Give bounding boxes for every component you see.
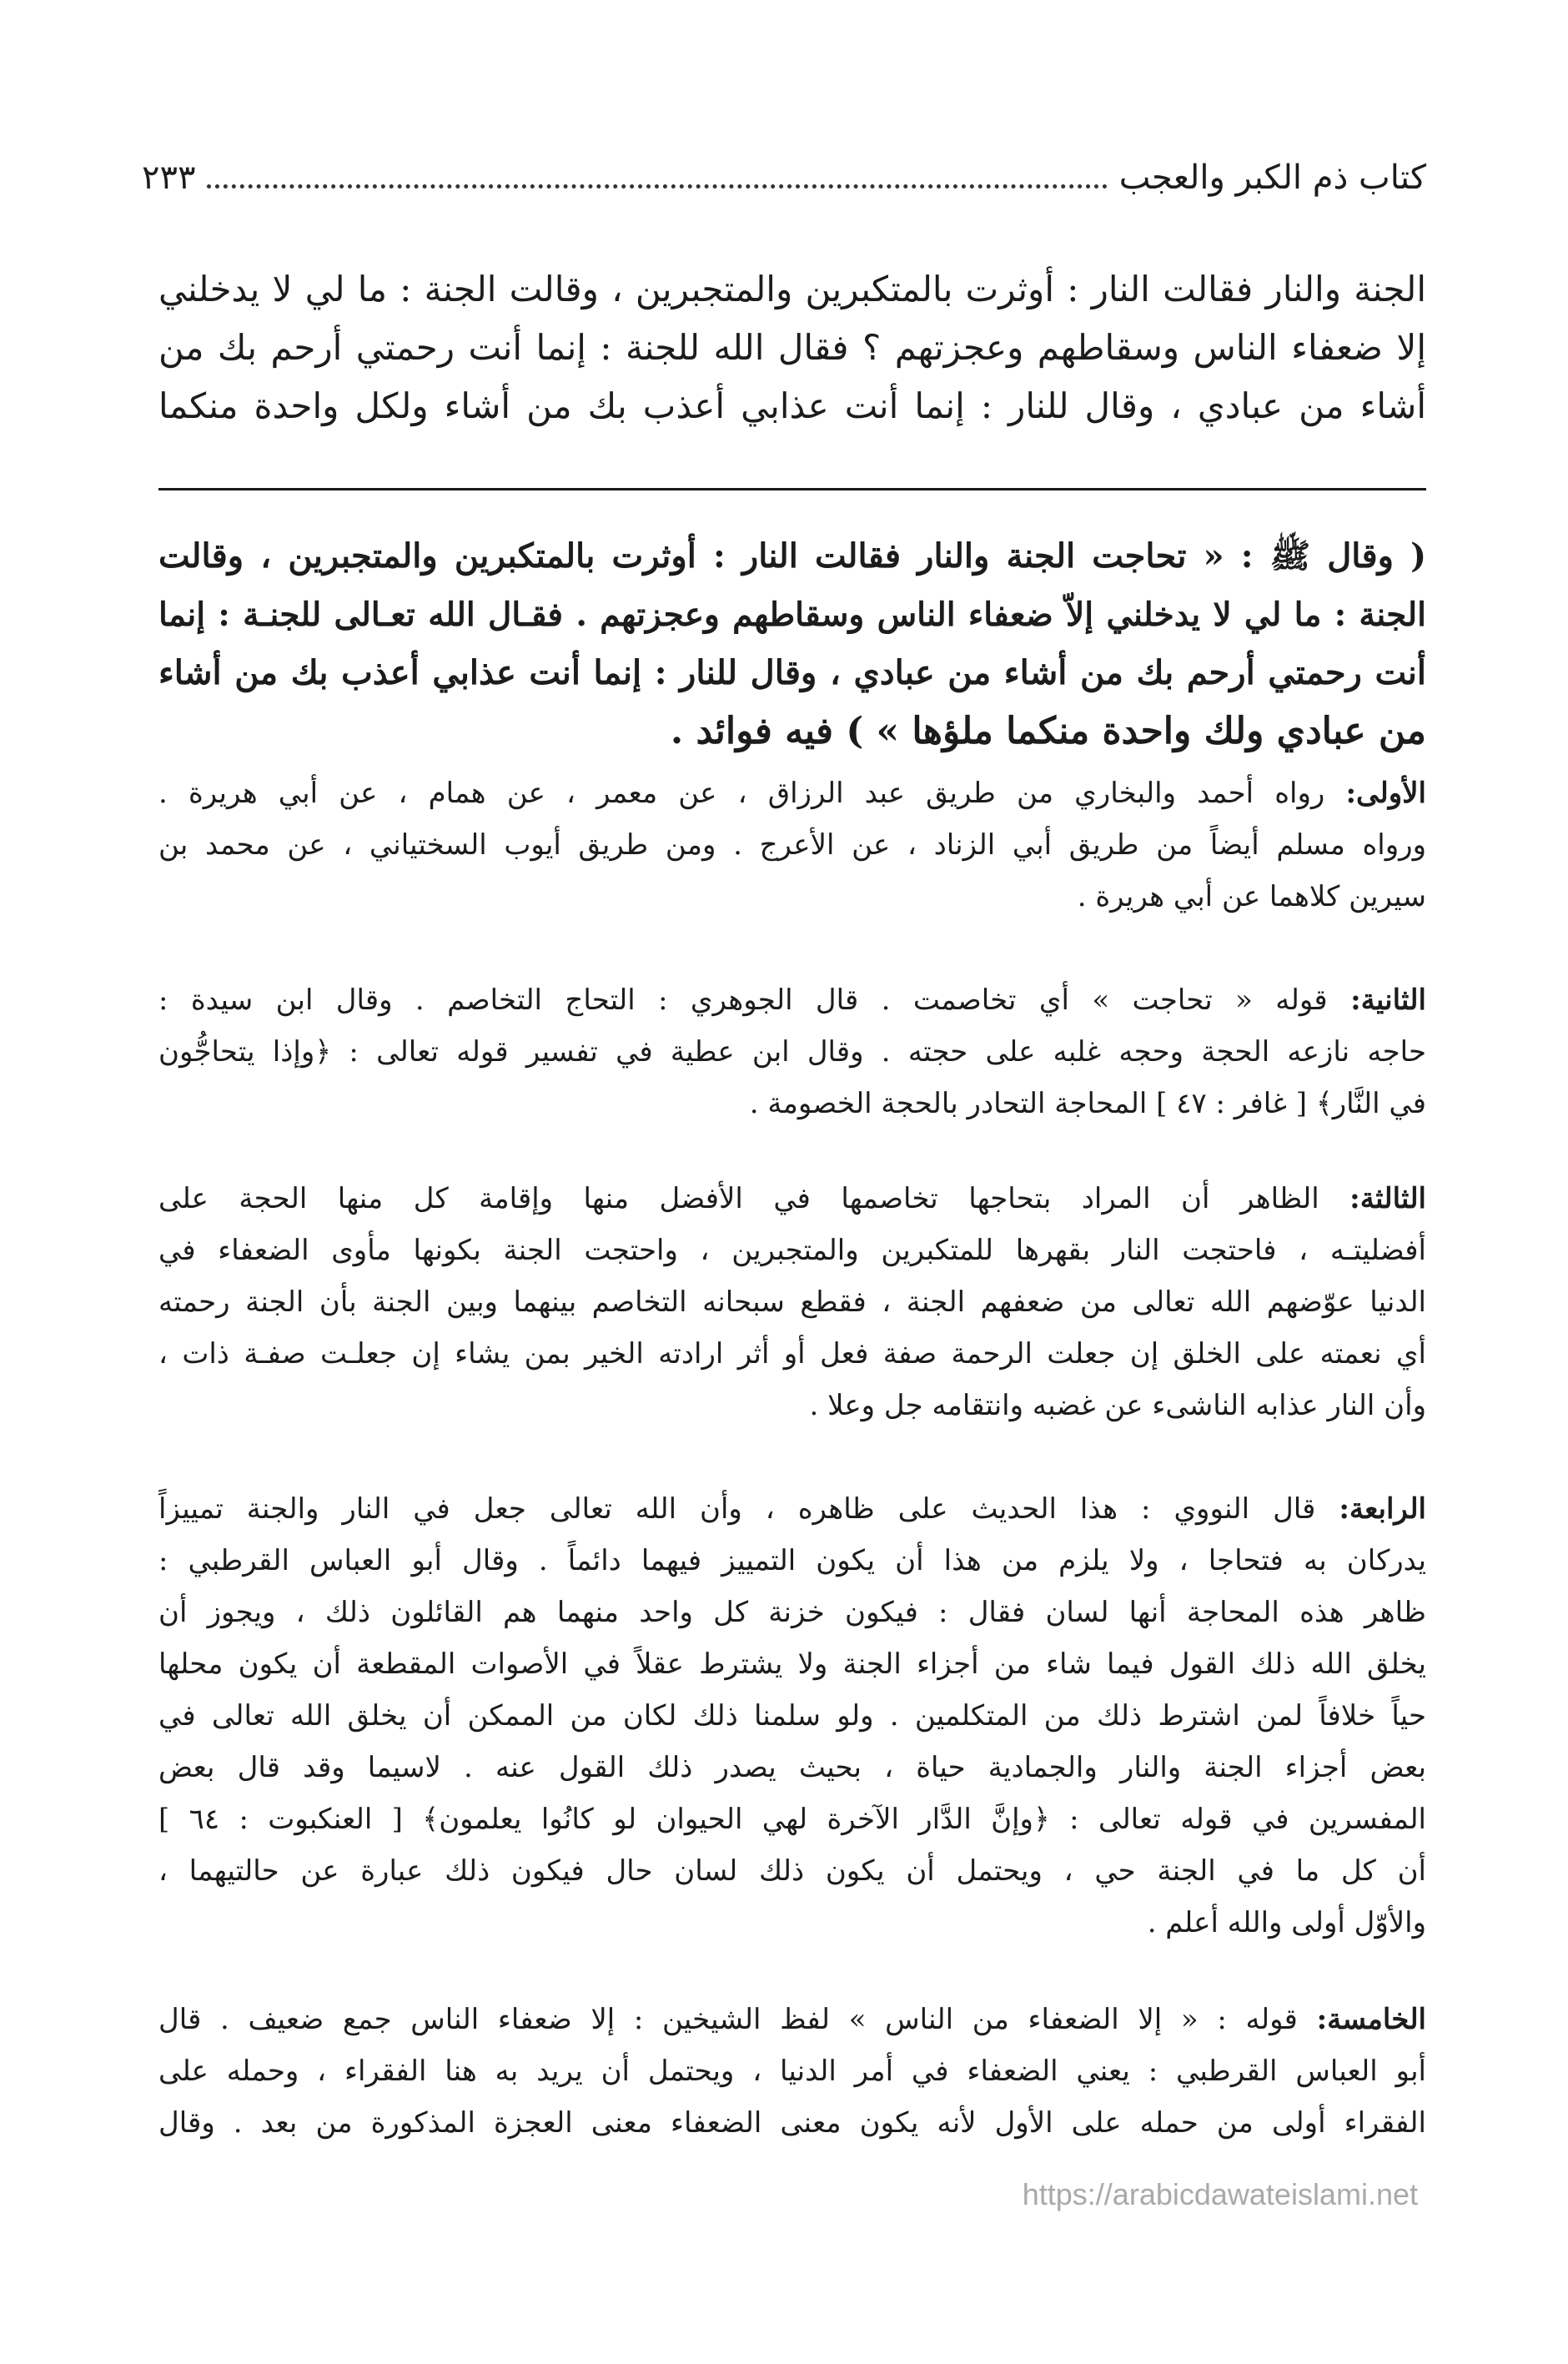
paragraph-line: ظاهر هذه المحاجة أنها لسان فقال : فيكون خزنة كل واحد منهما هم القائلون ذلك ، ويجوز أن xyxy=(158,1596,1426,1629)
hadith-line: الجنة والنار فقالت النار : أوثرت بالمتكبرين والمتجبرين ، وقالت الجنة : ما لي لا يدخلني xyxy=(158,269,1426,309)
heading-line: أنت رحمتي أرحم بك من أشاء من عبادي ، وقال للنار : إنما أنت عذابي أعذب بك من أشاء xyxy=(158,653,1426,692)
paragraph-line: الدنيا عوّضهم الله تعالى من ضعفهم الجنة ، فقطع سبحانه التخاصم بينهما وبين الجنة بأن الجنة رحمته xyxy=(158,1285,1426,1319)
paragraph-line: يخلق الله ذلك القول فيما شاء من أجزاء الجنة ولا يشترط عقلاً في الأصوات المقطعة أن يكون محلها xyxy=(158,1647,1426,1681)
paragraph-label: الثانية: xyxy=(1350,983,1426,1017)
paragraph-line: أبو العباس القرطبي : يعني الضعفاء في أمر الدنيا ، ويحتمل أن يريد به هنا الفقراء ، وحمله على xyxy=(158,2055,1426,2088)
paragraph-label: الثالثة: xyxy=(1349,1182,1426,1215)
paragraph-line: حياً خلافاً لمن اشترط ذلك من المتكلمين . ولو سلمنا ذلك لكان من الممكن أن يخلق الله تعالى في xyxy=(158,1699,1426,1733)
chapter-title: كتاب ذم الكبر والعجب xyxy=(1118,158,1426,197)
running-header xyxy=(142,148,1426,207)
hadith-line: إلا ضعفاء الناس وسقاطهم وعجزتهم ؟ فقال الله للجنة : إنما أنت رحمتي أرحم بك من xyxy=(158,327,1426,368)
paragraph-line: حاجه نازعه الحجة وحجه غلبه على حجته . وقال ابن عطية في تفسير قوله تعالى : ﴿وإذا يتحاجُّون xyxy=(158,1035,1426,1069)
paragraph-line: أن كل ما في الجنة حي ، ويحتمل أن يكون ذلك لسان حال فيكون ذلك عبارة عن حالتيهما ، xyxy=(158,1854,1426,1888)
paragraph-third xyxy=(158,1173,1426,1431)
heading-line: الجنة : ما لي لا يدخلني إلاّ ضعفاء الناس وسقاطهم وعجزتهم . فقـال الله تعـالى للجنـة : إنما xyxy=(158,596,1426,634)
paragraph-line: والأوّل أولى والله أعلم . xyxy=(1147,1906,1426,1939)
paragraph-line: يدركان به فتحاجا ، ولا يلزم من هذا أن يكون التمييز فيهما دائماً . وقال أبو العباس القرطبي : xyxy=(158,1544,1426,1577)
paragraph-line: أي نعمته على الخلق إن جعلت الرحمة صفة فعل أو أثر ارادته الخير بمن يشاء إن جعلـت صفـة ذات ، xyxy=(158,1337,1426,1371)
paragraph-fourth xyxy=(158,1483,1426,1949)
paragraph-text: قوله : « إلا الضعفاء من الناس » لفظ الشيخين : إلا ضعفاء الناس جمع ضعيف . قال xyxy=(158,2003,1317,2036)
paragraph-line: وأن النار عذابه الناشىء عن غضبه وانتقامه جل وعلا . xyxy=(809,1389,1426,1422)
paragraph-line: في النَّار﴾ [ غافر : ٤٧ ] المحاجة التحادر بالحجة الخصومة . xyxy=(749,1087,1426,1120)
leader-dots xyxy=(207,184,1107,189)
hadith-line: أشاء من عبادي ، وقال للنار : إنما أنت عذابي أعذب بك من أشاء ولكل واحدة منكما xyxy=(158,385,1426,426)
paragraph-line: الفقراء أولى من حمله على الأول لأنه يكون معنى الضعفاء معنى العجزة المذكورة من بعد . وقال xyxy=(158,2106,1426,2140)
paragraph-label: الخامسة: xyxy=(1316,2003,1426,2036)
divider-rule xyxy=(158,488,1426,490)
paragraph-label: الأولى: xyxy=(1345,777,1426,810)
heading-line: ( وقال ﷺ : « تحاجت الجنة والنار فقالت النار : أوثرت بالمتكبرين والمتجبرين ، وقالت xyxy=(158,536,1426,576)
paragraph-text: قوله « تحاجت » أي تخاصمت . قال الجوهري : التحاج التخاصم . وقال ابن سيدة : xyxy=(158,983,1351,1017)
paragraph-line: سيرين كلاهما عن أبي هريرة . xyxy=(1077,880,1426,913)
page-number: ٢٣٣ xyxy=(142,158,196,197)
paragraph-text: قال النووي : هذا الحديث على ظاهره ، وأن الله تعالى جعل في النار والجنة تمييزاً xyxy=(158,1492,1339,1526)
paragraph-line: أفضليتـه ، فاحتجت النار بقهرها للمتكبرين والمتجبرين ، واحتجت الجنة بكونها مأوى الضعفاء في xyxy=(158,1234,1426,1267)
site-watermark: https://arabicdawateislami.net xyxy=(1022,2177,1418,2211)
commentary-heading xyxy=(158,527,1426,761)
paragraph-line: بعض أجزاء الجنة والنار والجمادية حياة ، بحيث يصدر ذلك القول عنه . لاسيما وقد قال بعض xyxy=(158,1751,1426,1784)
heading-line: من عبادي ولك واحدة منكما ملؤها » ) فيه فوائد . xyxy=(670,710,1426,752)
hadith-text xyxy=(158,260,1426,435)
paragraph-text: الظاهر أن المراد بتحاجها تخاصمها في الأفضل منها وإقامة كل منها الحجة على xyxy=(158,1182,1350,1215)
paragraph-line: ورواه مسلم أيضاً من طريق أبي الزناد ، عن الأعرج . ومن طريق أيوب السختياني ، عن محمد بن xyxy=(158,828,1426,862)
paragraph-second xyxy=(158,974,1426,1129)
paragraph-label: الرابعة: xyxy=(1339,1492,1426,1526)
paragraph-fifth xyxy=(158,1994,1426,2149)
paragraph-text: رواه أحمد والبخاري من طريق عبد الرزاق ، عن معمر ، عن همام ، عن أبي هريرة . xyxy=(158,777,1346,810)
paragraph-line: المفسرين في قوله تعالى : ﴿وإنَّ الدَّار الآخرة لهي الحيوان لو كانُوا يعلمون﴾ [ العنكبوت : ٦٤ ] xyxy=(158,1803,1426,1836)
paragraph-first xyxy=(158,767,1426,923)
